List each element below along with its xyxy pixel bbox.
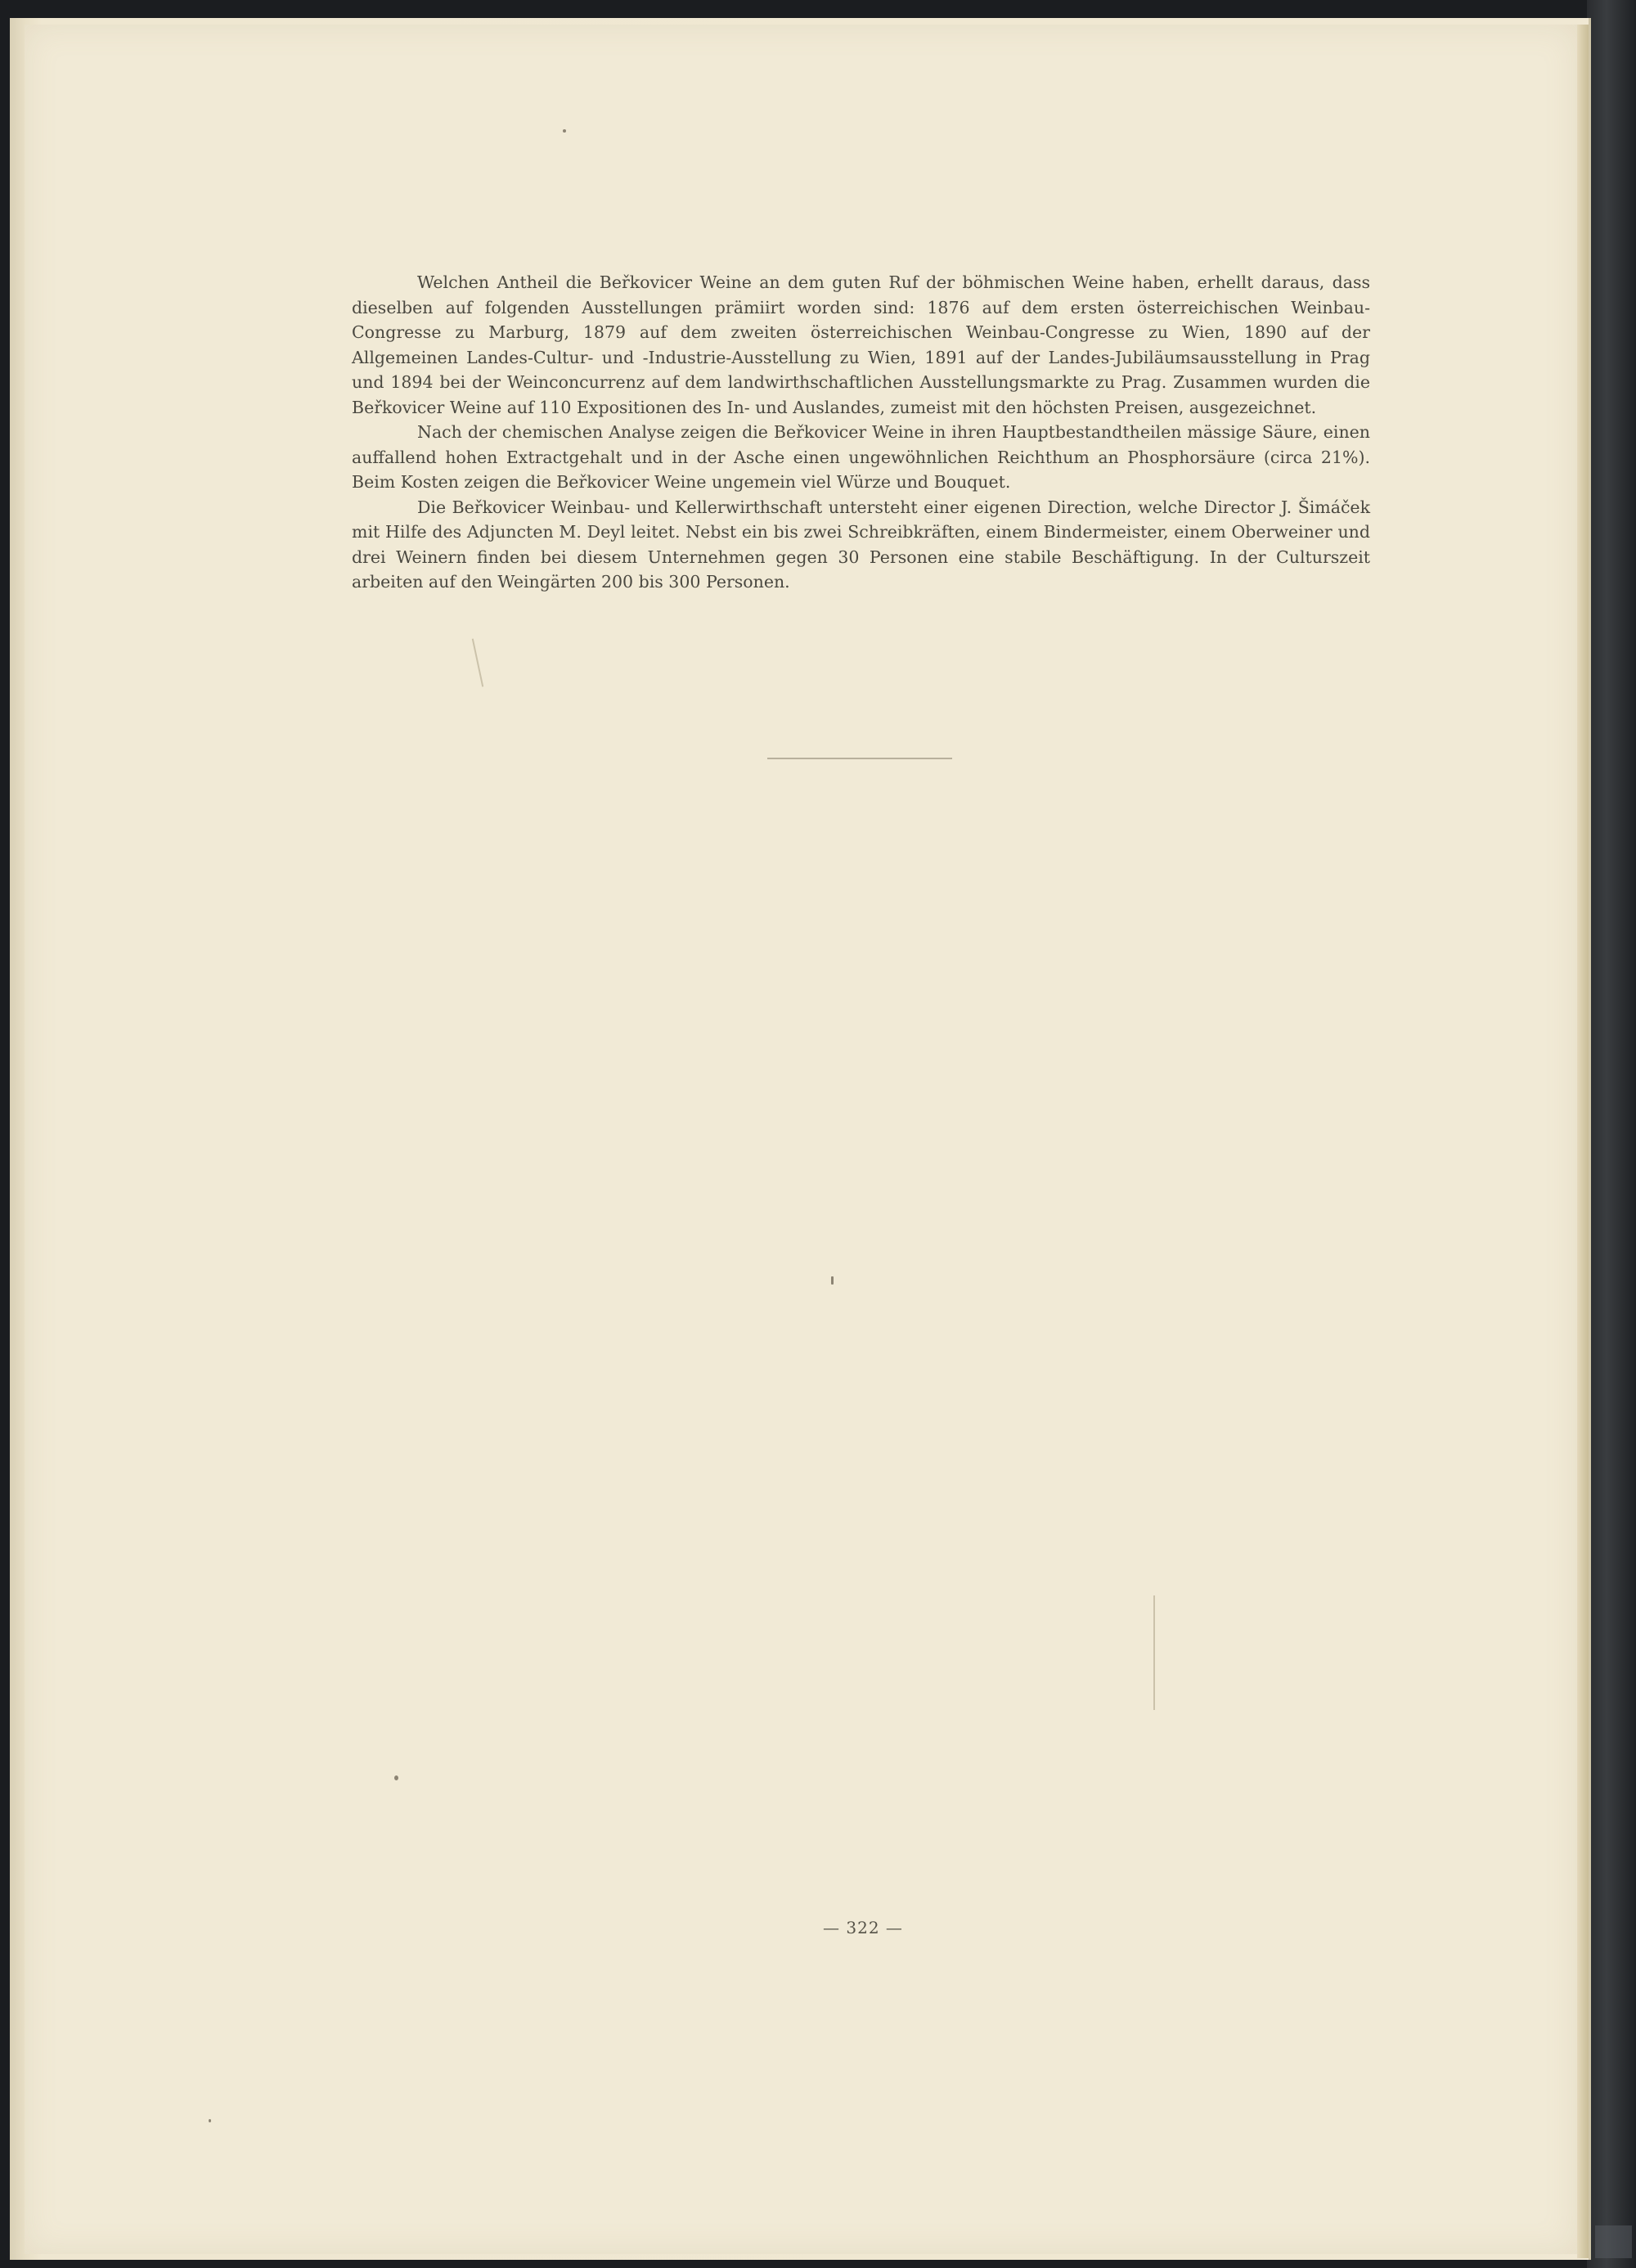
paper-speck [563,129,566,133]
paper-scratch [472,638,483,686]
body-text [352,270,1370,595]
paper-speck [831,1276,834,1285]
paragraph-analysis: Nach der chemischen Analyse zeigen die Beřkovicer Weine in ihren Hauptbestandtheilen mässige Säure, einen auffallend hohen Extractgehalt und in der Asche einen ungewöhnlichen Reichthum an Phosphorsäure (circa 21%). Beim Kosten zeigen die Beřkovicer Weine ungemein viel Würze und Bouquet. [352,422,1370,492]
section-divider [767,758,952,759]
page-number: — 322 — [823,1918,903,1937]
paragraph-awards: Welchen Antheil die Beřkovicer Weine an dem guten Ruf der böhmischen Weine haben, erhellt daraus, dass dieselben auf folgenden Ausstellungen prämiirt worden sind: 1876 auf dem ersten österreichischen Weinbau-Congresse zu Marburg, 1879 auf dem zweiten österreichischen Weinbau-Congresse zu Wien, 1890 auf der Allgemeinen Landes-Cultur- und -Industrie-Ausstellung zu Wien, 1891 auf der Landes-Jubiläumsausstellung in Prag und 1894 bei der Weinconcurrenz auf dem landwirthschaftlichen Ausstellungsmarkte zu Prag. Zusammen wurden die Beřkovicer Weine auf 110 Expositionen des In- und Auslandes, zumeist mit den höchsten Preisen, ausgezeichnet. [352,272,1370,417]
paper-speck [209,2119,211,2122]
paragraph-management: Die Beřkovicer Weinbau- und Kellerwirthschaft untersteht einer eigenen Direction, welche Director J. Šimáček mit Hilfe des Adjuncten M. Deyl leitet. Nebst ein bis zwei Schreibkräften, einem Bindermeister, einem Oberweiner und drei Weinern finden bei diesem Unternehmen gegen 30 Personen eine stabile Beschäftigung. In der Culturszeit arbeiten auf den Weingärten 200 bis 300 Personen. [352,497,1370,592]
paper-speck [394,1775,398,1780]
book-cover [1587,0,1636,2268]
cover-mark [1595,2225,1632,2258]
page-right-edge [1577,25,1589,2258]
paper-scratch [1153,1595,1155,1710]
